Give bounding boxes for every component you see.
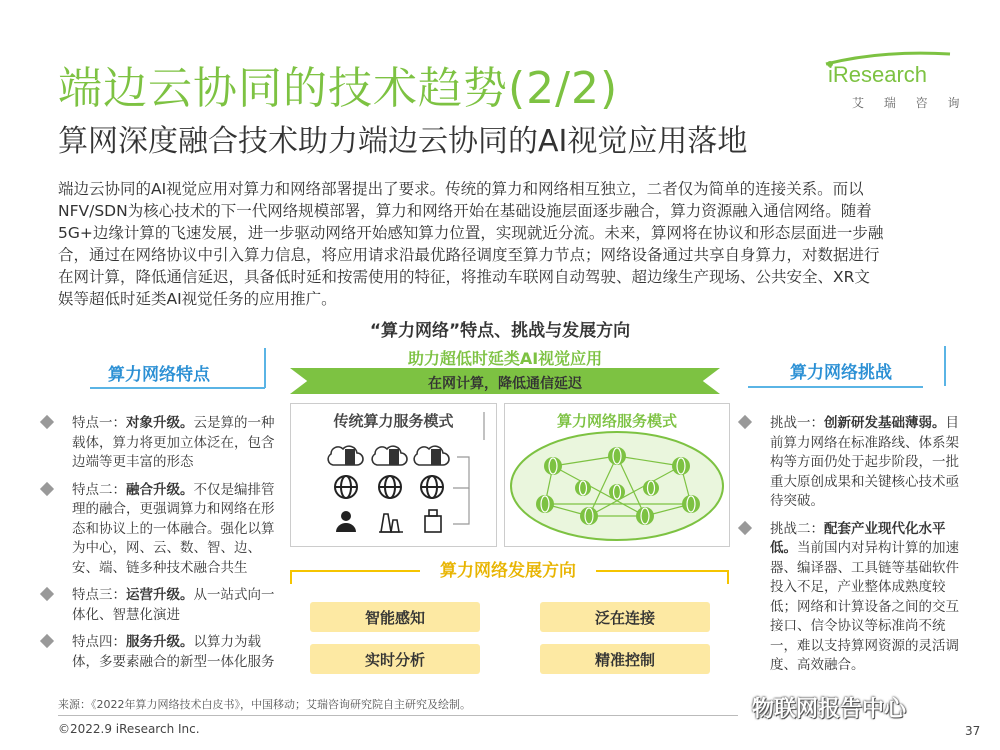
features-list	[42, 414, 282, 680]
development-heading: 算力网络发展方向	[420, 556, 596, 581]
direction-pill-connectivity: 泛在连接	[540, 602, 710, 632]
diamond-bullet-icon	[40, 481, 54, 495]
direction-pill-analysis: 实时分析	[310, 644, 480, 674]
user-icon	[336, 511, 356, 532]
copyright: ©2022.9 iResearch Inc.	[58, 722, 200, 736]
traditional-mode-heading: 传统算力服务模式	[333, 412, 454, 430]
feature-item: 特点四：服务升级。以算力为载体，多要素融合的新型一体化服务	[42, 633, 282, 672]
footer-divider	[58, 715, 738, 716]
network-mode-heading: 算力网络服务模式	[556, 412, 677, 430]
feature-item: 特点三：运营升级。从一站式向一体化、智慧化演进	[42, 586, 282, 625]
features-heading-rule	[90, 387, 265, 389]
challenges-heading-rule	[748, 386, 923, 388]
intro-paragraph	[58, 178, 948, 310]
traditional-mode-icons	[291, 404, 496, 546]
network-mode-panel	[504, 403, 730, 547]
logo-subtext: 艾 瑞 咨 询	[852, 96, 968, 110]
direction-pill-control: 精准控制	[540, 644, 710, 674]
diamond-bullet-icon	[40, 634, 54, 648]
banner-text: 在网计算，降低通信延迟	[428, 376, 582, 392]
intro-line: 娱等超低时延类AI视觉任务的应用推广。	[58, 290, 337, 308]
iresearch-logo	[822, 50, 968, 110]
logo-text: iResearch	[828, 62, 928, 87]
diagram-title: “算力网络”特点、挑战与发展方向	[369, 321, 631, 341]
development-frame-left	[290, 570, 292, 584]
banner-title: 助力超低时延类AI视觉应用	[407, 349, 603, 368]
feature-item: 特点二：融合升级。不仅是编排管理的融合，更强调算力和网络在形态和协议上的一体融合。强化以算为中心，网、云、数、智、边、安、端、链多种技术融合共生	[42, 481, 282, 579]
challenge-item: 挑战二：配套产业现代化水平低。当前国内对异构计算的加速器、编译器、工具链等基础软件投入不足，产业整体成熟度较低；网络和计算设备之间的交互接口、信令协议等标准尚不统一，难以支持算网资源的灵活调度、高效融合。	[740, 520, 962, 676]
page-number: 37	[965, 724, 981, 738]
traditional-mode-panel	[290, 403, 497, 547]
challenge-item: 挑战一：创新研发基础薄弱。目前算力网络在标准路线、体系架构等方面仍处于起步阶段，一批重大原创成果和关键核心技术亟待突破。	[740, 414, 962, 512]
diamond-bullet-icon	[738, 415, 752, 429]
diamond-bullet-icon	[738, 520, 752, 534]
diamond-bullet-icon	[40, 587, 54, 601]
development-frame-right	[727, 570, 729, 584]
factory-icon	[379, 514, 403, 532]
intro-line: 5G+边缘计算的飞速发展，进一步驱动网络开始感知算力位置，实现就近分流。未来，算网将在协议和形态层面进一步融	[58, 224, 884, 242]
diamond-bullet-icon	[40, 415, 54, 429]
server-rack-icon	[345, 449, 441, 465]
page-title: 端边云协同的技术趋势(2/2)	[58, 63, 619, 114]
intro-line: 端边云协同的AI视觉应用对算力和网络部署提出了要求。传统的算力和网络相互独立，二者仅为简单的连接关系。而以	[58, 180, 864, 198]
challenges-heading: 算力网络挑战	[790, 363, 892, 383]
feature-item: 特点一：对象升级。云是算的一种载体，算力将更加立体泛在，包含边端等更丰富的形态	[42, 414, 282, 473]
globe-icon	[335, 476, 443, 498]
building-icon	[425, 510, 441, 532]
source-note: 来源：《2022年算力网络技术白皮书》，中国移动；艾瑞咨询研究院自主研究及绘制。	[58, 698, 471, 711]
page-subtitle: 算网深度融合技术助力端边云协同的AI视觉应用落地	[58, 124, 748, 159]
challenges-heading-bracket	[944, 346, 946, 386]
watermark-text: 物联网报告中心	[752, 697, 907, 722]
features-heading-bracket	[264, 348, 266, 388]
intro-line: 合，通过在网络协议中引入算力信息，将应用请求沿最优路径调度至算力节点；网络设备通过共享自身算力，对数据进行	[58, 246, 880, 264]
direction-pill-perception: 智能感知	[310, 602, 480, 632]
challenges-list	[740, 414, 962, 684]
intro-line: NFV/SDN为核心技术的下一代网络规模部署，算力和网络开始在基础设施层面逐步融合，算力资源融入通信网络。随着	[58, 202, 872, 220]
intro-line: 在网计算，降低通信延迟，具备低时延和按需使用的特征，将推动车联网自动驾驶、超边缘生产现场、公共安全、XR文	[58, 268, 870, 286]
features-heading: 算力网络特点	[108, 365, 210, 385]
